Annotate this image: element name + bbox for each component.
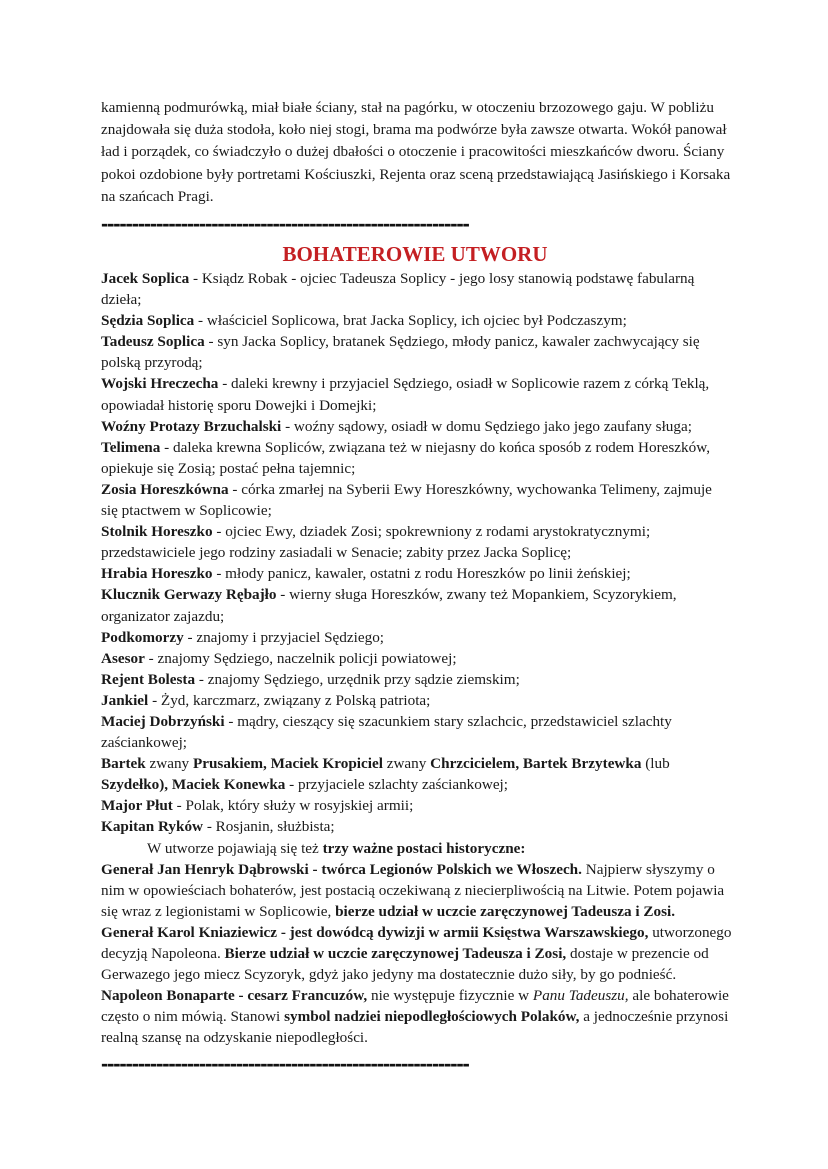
character-name: Asesor: [101, 649, 145, 667]
character-name: Szydełko), Maciek Konewka: [101, 776, 286, 794]
character-name: Maciej Dobrzyński: [101, 712, 225, 730]
character-name: Bartek: [101, 755, 146, 773]
character-description: - właściciel Soplicowa, brat Jacka Soplicy, ich ojciec był Podczaszym;: [194, 312, 627, 330]
historical-description: ale bohaterowie często o nim mówią. Stanowi: [101, 987, 729, 1026]
historical-emphasis: Bierze udział w uczcie zaręczynowej Tadeusza i Zosi,: [224, 945, 567, 963]
character-description: - córka zmarłej na Syberii Ewy Horeszkówny, wychowanka Telimeny, zajmuje się ptactwem w Soplicowie;: [101, 480, 712, 520]
book-title: Panu Tadeuszu,: [532, 987, 629, 1005]
intro-text: W utworze pojawiają się też: [147, 839, 323, 857]
character-description: - daleki krewny i przyjaciel Sędziego, osiadł w Soplicowie razem z córką Teklą, opowiadał historię sporu Dowejki i Domejki;: [101, 375, 710, 414]
connector-text: zwany: [382, 755, 431, 773]
character-description: - syn Jacka Soplicy, bratanek Sędziego, młody panicz, kawaler zachwycający się polską przyrodą;: [101, 333, 700, 372]
character-entry: [101, 416, 732, 437]
character-entry: [101, 310, 732, 331]
intro-bold: trzy ważne postaci historyczne:: [322, 839, 526, 857]
character-name: Klucznik Gerwazy Rębajło: [101, 586, 277, 604]
character-name: Rejent Bolesta: [101, 670, 196, 688]
character-entry: [101, 690, 732, 711]
character-name: Tadeusz Soplica: [101, 333, 205, 351]
character-entry: [101, 648, 732, 669]
historical-description: Najpierw słyszymy o nim w opowieściach bohaterów, jest postacią oczekiwaną z niecierpliwością na Litwie. Potem pojawia się wraz z legionistami w Soplicowie,: [101, 860, 725, 920]
historical-figures-intro: [101, 838, 732, 859]
character-entry: [101, 584, 732, 626]
character-name: Podkomorzy: [101, 628, 184, 646]
character-entry: [101, 437, 732, 479]
historical-emphasis: bierze udział w uczcie zaręczynowej Tadeusza i Zosi.: [335, 902, 676, 920]
character-entry: [101, 373, 732, 415]
character-entry: [101, 795, 732, 816]
character-name: Sędzia Soplica: [101, 312, 195, 330]
character-entry: [101, 669, 732, 690]
character-description: - wierny sługa Horeszków, zwany też Mopankiem, Scyzorykiem, organizator zajazdu;: [101, 586, 677, 625]
character-name: Woźny Protazy Brzuchalski: [101, 417, 282, 435]
character-name: Telimena: [101, 438, 161, 456]
character-description: - Ksiądz Robak - ojciec Tadeusza Soplicy - jego losy stanowią podstawę fabularną dzieła;: [101, 270, 695, 309]
character-entry: [101, 627, 732, 648]
character-description: - znajomy Sędziego, naczelnik policji powiatowej;: [144, 649, 457, 667]
character-entry-minor-nobles: [101, 753, 732, 795]
opening-paragraph: kamienną podmurówką, miał białe ściany, stał na pagórku, w otoczeniu brzozowego gaju. W pobliżu znajdowała się duża stodoła, koło niej stogi, brama ma podwórze była zawsze otwarta. Wokół panował ład i porządek, co świadczyło o dużej dbałości o otoczenie i pracowitości mieszkańców dworu. Ściany pokoi ozdobione były portretami Kościuszki, Rejenta oraz sceną przedstawiającą Jasińskiego i Korsaka na szańcach Pragi.: [101, 99, 731, 205]
historical-emphasis: symbol nadziei niepodległościowych Polaków,: [284, 1008, 580, 1026]
character-name: Jankiel: [101, 691, 149, 709]
historical-entry-dabrowski: [101, 859, 732, 922]
characters-list: [101, 268, 732, 1048]
character-name: Hrabia Horeszko: [101, 565, 213, 583]
character-description: - znajomy i przyjaciel Sędziego;: [183, 628, 385, 646]
character-entry: [101, 521, 732, 563]
character-name: Zosia Horeszkówna: [101, 480, 229, 498]
character-entry: [101, 479, 732, 521]
historical-entry-kniaziewicz: [101, 922, 732, 985]
character-description: - ojciec Ewy, dziadek Zosi; spokrewniony z rodami arystokratycznymi; przedstawiciele jego rodziny zasiadali w Senacie; zabity przez Jacka Soplicę;: [101, 523, 651, 562]
historical-description: utworzonego decyzją Napoleona.: [101, 923, 732, 963]
historical-name: Napoleon Bonaparte - cesarz Francuzów,: [101, 987, 368, 1005]
historical-description: a jednocześnie przynosi realną szansę na odzyskanie niepodległości.: [101, 1008, 729, 1047]
divider-bottom: ------------------------------------------------------------: [101, 1052, 469, 1077]
section-heading: BOHATEROWIE UTWORU: [282, 242, 548, 267]
character-description: - mądry, cieszący się szacunkiem stary szlachcic, przedstawiciel szlachty zaściankowej;: [101, 712, 672, 752]
connector-text: (lub: [641, 755, 670, 773]
character-name: Prusakiem, Maciek Kropiciel: [192, 755, 383, 773]
character-entry: [101, 563, 732, 584]
character-description: - młody panicz, kawaler, ostatni z rodu Horeszków po linii żeńskiej;: [212, 565, 631, 583]
character-description: - Rosjanin, służbista;: [203, 818, 335, 836]
character-name: Jacek Soplica: [101, 270, 190, 288]
character-description: - znajomy Sędziego, urzędnik przy sądzie ziemskim;: [195, 670, 520, 688]
character-description: - przyjaciele szlachty zaściankowej;: [285, 776, 508, 794]
historical-description: dostaje w prezencie od Gerwazego jego miecz Scyzoryk, gdyż jako jedyny ma dostatecznie dużo siły, by go podnieść.: [101, 945, 709, 984]
historical-description: nie występuje fizycznie w: [367, 987, 533, 1005]
divider-top: ------------------------------------------------------------: [101, 212, 469, 237]
character-name: Wojski Hreczecha: [101, 375, 219, 393]
character-description: - Polak, który służy w rosyjskiej armii;: [172, 797, 414, 815]
character-name: Stolnik Horeszko: [101, 523, 213, 541]
historical-name: Generał Karol Kniaziewicz - jest dowódcą dywizji w armii Księstwa Warszawskiego,: [101, 923, 649, 941]
character-description: - Żyd, karczmarz, związany z Polską patriota;: [148, 691, 431, 709]
historical-entry-napoleon: [101, 985, 732, 1048]
character-entry: [101, 816, 732, 837]
character-description: - daleka krewna Sopliców, związana też w niejasny do końca sposób z rodem Horeszków, opiekuje się Zosią; postać pełna tajemnic;: [101, 438, 711, 477]
historical-name: Generał Jan Henryk Dąbrowski - twórca Legionów Polskich we Włoszech.: [101, 860, 582, 878]
character-name: Chrzcicielem, Bartek Brzytewka: [430, 755, 642, 773]
character-description: - woźny sądowy, osiadł w domu Sędziego jako jego zaufany sługa;: [281, 417, 692, 435]
character-entry: [101, 711, 732, 753]
character-name: Kapitan Ryków: [101, 818, 204, 836]
connector-text: zwany: [145, 755, 193, 773]
character-name: Major Płut: [101, 797, 173, 815]
character-entry: [101, 331, 732, 373]
character-entry: [101, 268, 732, 310]
